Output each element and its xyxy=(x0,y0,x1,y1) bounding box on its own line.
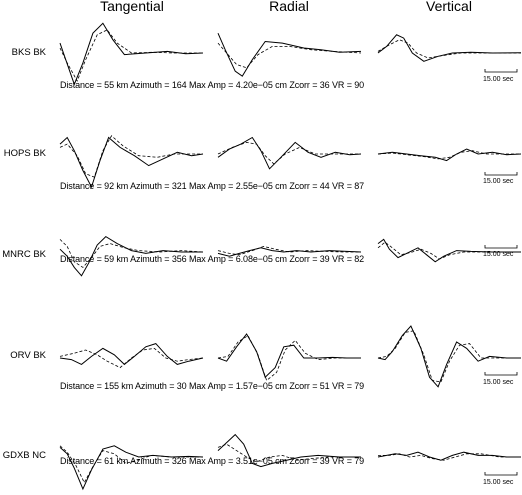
scale-label-bks: 15.00 sec xyxy=(483,76,514,83)
station-label-mnrc: MNRC BK xyxy=(2,249,46,260)
observed-trace-mnrc-tangential xyxy=(60,237,203,276)
column-header-radial: Radial xyxy=(269,0,309,14)
synthetic-trace-hops-vertical xyxy=(378,151,521,159)
observed-trace-bks-vertical xyxy=(378,35,521,62)
station-label-bks: BKS BK xyxy=(11,47,46,58)
scale-label-gdxb: 15.00 sec xyxy=(483,479,514,486)
time-scale-bar-hops xyxy=(485,172,517,175)
synthetic-trace-bks-vertical xyxy=(378,40,521,58)
scale-label-hops: 15.00 sec xyxy=(483,178,514,185)
station-info-bks: Distance = 55 km Azimuth = 164 Max Amp = 4.20e−05 cm Zcorr = 36 VR = 90 xyxy=(60,80,365,90)
synthetic-trace-mnrc-tangential xyxy=(60,239,203,267)
station-label-hops: HOPS BK xyxy=(3,148,46,159)
observed-trace-hops-radial xyxy=(218,138,361,169)
observed-trace-orv-vertical xyxy=(378,326,521,387)
observed-trace-gdxb-tangential xyxy=(60,446,203,489)
column-header-vertical: Vertical xyxy=(426,0,472,14)
station-info-orv: Distance = 155 km Azimuth = 30 Max Amp = 1.57e−05 cm Zcorr = 51 VR = 79 xyxy=(60,381,365,391)
observed-trace-mnrc-vertical xyxy=(378,239,521,261)
time-scale-bar-mnrc xyxy=(485,245,517,248)
observed-trace-bks-radial xyxy=(218,33,361,76)
scale-label-mnrc: 15.00 sec xyxy=(483,251,514,258)
station-info-hops: Distance = 92 km Azimuth = 321 Max Amp = 2.55e−05 cm Zcorr = 44 VR = 87 xyxy=(60,181,365,191)
scale-label-orv: 15.00 sec xyxy=(483,379,514,386)
station-label-orv: ORV BK xyxy=(10,350,46,361)
station-label-gdxb: GDXB NC xyxy=(2,450,46,461)
observed-trace-orv-tangential xyxy=(60,344,203,365)
station-info-gdxb: Distance = 61 km Azimuth = 326 Max Amp = 3.51e−05 cm Zcorr = 39 VR = 79 xyxy=(60,456,365,466)
station-info-mnrc: Distance = 59 km Azimuth = 356 Max Amp = 6.08e−05 cm Zcorr = 39 VR = 82 xyxy=(60,254,365,264)
synthetic-trace-gdxb-tangential xyxy=(60,446,203,483)
time-scale-bar-gdxb xyxy=(485,472,517,475)
synthetic-trace-orv-vertical xyxy=(378,331,521,382)
observed-trace-hops-tangential xyxy=(60,138,203,188)
observed-trace-hops-vertical xyxy=(378,149,521,161)
synthetic-trace-hops-tangential xyxy=(60,136,203,177)
time-scale-bar-bks xyxy=(485,69,517,72)
time-scale-bar-orv xyxy=(485,372,517,375)
observed-trace-bks-tangential xyxy=(60,23,203,84)
synthetic-trace-bks-tangential xyxy=(60,30,203,81)
synthetic-trace-bks-radial xyxy=(218,43,361,68)
observed-trace-orv-radial xyxy=(218,334,361,377)
observed-trace-gdxb-radial xyxy=(218,435,361,467)
column-header-tangential: Tangential xyxy=(100,0,164,14)
